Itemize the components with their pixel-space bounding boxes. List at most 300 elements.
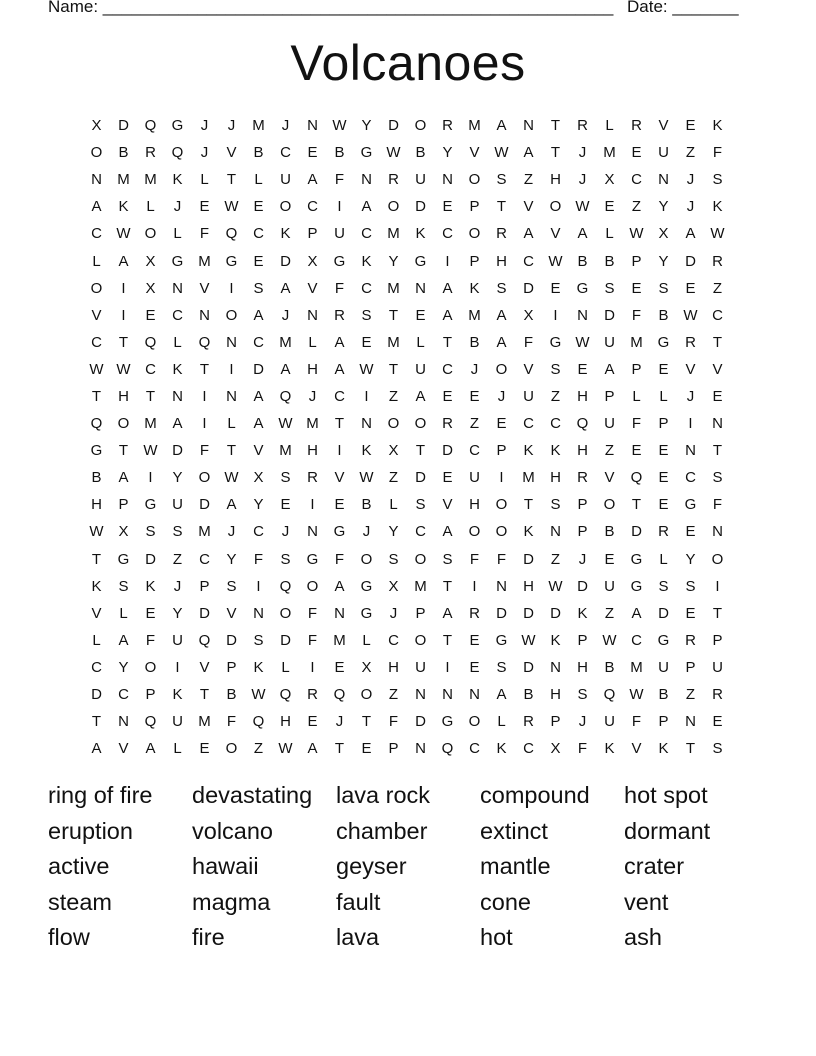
grid-letter: Q [252, 713, 265, 731]
grid-letter: G [657, 333, 670, 351]
grid-letter: I [337, 198, 342, 216]
grid-letter: P [496, 442, 507, 460]
grid-letter: A [523, 144, 534, 162]
grid-letter: A [307, 740, 318, 758]
grid-letter: W [359, 469, 374, 487]
grid-letter: O [90, 279, 103, 297]
grid-letter: D [415, 713, 426, 731]
grid-letter: E [712, 387, 723, 405]
grid-letter: D [118, 117, 129, 135]
grid-letter: I [229, 279, 234, 297]
grid-letter: W [548, 252, 563, 270]
grid-letter: U [469, 469, 480, 487]
grid-letter: S [604, 279, 615, 297]
grid-letter: I [553, 306, 558, 324]
grid-letter: A [631, 604, 642, 622]
grid-letter: Z [685, 686, 696, 704]
grid-letter: Y [226, 550, 237, 568]
grid-letter: P [658, 415, 669, 433]
grid-letter: N [415, 279, 426, 297]
grid-letter: O [279, 604, 292, 622]
grid-letter: K [118, 198, 129, 216]
grid-letter: W [494, 144, 509, 162]
grid-letter: M [144, 171, 157, 189]
grid-letter: A [334, 577, 345, 595]
grid-letter: M [252, 117, 265, 135]
grid-letter: M [279, 442, 292, 460]
grid-letter: B [415, 144, 426, 162]
grid-letter: I [499, 469, 504, 487]
grid-letter: Y [118, 658, 129, 676]
grid-letter: N [415, 740, 426, 758]
grid-letter: D [172, 442, 183, 460]
grid-letter: G [360, 144, 373, 162]
grid-letter: N [469, 686, 480, 704]
grid-letter: J [686, 198, 695, 216]
grid-letter: N [577, 306, 588, 324]
grid-letter: J [173, 577, 182, 595]
grid-letter: E [145, 604, 156, 622]
grid-letter: D [91, 686, 102, 704]
grid-letter: E [415, 306, 426, 324]
grid-letter: A [442, 279, 453, 297]
grid-letter: P [658, 713, 669, 731]
grid-letter: J [470, 360, 479, 378]
grid-letter: L [281, 658, 290, 676]
grid-letter: J [686, 387, 695, 405]
grid-letter: A [496, 686, 507, 704]
grid-letter: S [550, 496, 561, 514]
word-list-item: magma [192, 888, 271, 915]
grid-letter: H [577, 442, 588, 460]
grid-letter: M [414, 577, 427, 595]
grid-letter: H [550, 171, 561, 189]
grid-letter: W [629, 225, 644, 243]
grid-letter: Q [279, 686, 292, 704]
grid-letter: M [630, 333, 643, 351]
word-list-item: mantle [480, 853, 551, 880]
grid-letter: N [658, 171, 669, 189]
grid-letter: S [712, 469, 723, 487]
grid-letter: A [361, 198, 372, 216]
grid-letter: Q [225, 225, 238, 243]
grid-letter: Z [712, 279, 723, 297]
grid-letter: L [200, 171, 209, 189]
grid-letter: G [441, 713, 454, 731]
grid-letter: H [388, 658, 399, 676]
grid-letter: N [712, 415, 723, 433]
grid-letter: Z [388, 469, 399, 487]
grid-letter: F [523, 333, 534, 351]
grid-letter: M [387, 333, 400, 351]
grid-letter: Z [550, 387, 561, 405]
grid-letter: A [496, 117, 507, 135]
grid-letter: H [496, 252, 507, 270]
grid-letter: H [280, 713, 291, 731]
grid-letter: O [549, 198, 562, 216]
grid-letter: F [469, 550, 480, 568]
grid-letter: D [280, 252, 291, 270]
grid-letter: N [307, 306, 318, 324]
grid-letter: W [521, 631, 536, 649]
grid-letter: L [416, 333, 425, 351]
grid-letter: Y [658, 198, 669, 216]
grid-letter: J [173, 198, 182, 216]
grid-letter: O [468, 523, 481, 541]
grid-letter: Y [361, 117, 372, 135]
grid-letter: X [388, 442, 399, 460]
grid-letter: R [523, 713, 534, 731]
grid-letter: P [631, 360, 642, 378]
word-list-item: hot [480, 924, 513, 951]
grid-letter: E [253, 198, 264, 216]
grid-letter: O [279, 198, 292, 216]
grid-letter: B [604, 252, 615, 270]
grid-letter: K [145, 577, 156, 595]
grid-letter: D [280, 631, 291, 649]
grid-letter: G [171, 117, 184, 135]
grid-letter: Q [441, 740, 454, 758]
grid-letter: P [199, 577, 210, 595]
grid-letter: I [121, 306, 126, 324]
grid-letter: C [388, 631, 399, 649]
grid-letter: O [468, 225, 481, 243]
grid-letter: D [658, 604, 669, 622]
grid-letter: L [659, 550, 668, 568]
grid-letter: N [415, 686, 426, 704]
grid-letter: E [280, 496, 291, 514]
grid-letter: A [118, 252, 129, 270]
grid-letter: F [253, 550, 264, 568]
grid-letter: Q [171, 144, 184, 162]
grid-letter: T [226, 442, 237, 460]
grid-letter: M [144, 415, 157, 433]
grid-letter: Z [523, 171, 534, 189]
grid-letter: J [578, 171, 587, 189]
grid-letter: N [253, 604, 264, 622]
grid-letter: O [495, 496, 508, 514]
grid-letter: B [658, 306, 669, 324]
grid-letter: N [685, 713, 696, 731]
grid-letter: Q [279, 577, 292, 595]
grid-letter: F [631, 415, 642, 433]
grid-letter: L [119, 604, 128, 622]
grid-letter: D [388, 117, 399, 135]
grid-letter: O [603, 496, 616, 514]
grid-letter: Z [388, 387, 399, 405]
grid-letter: F [226, 713, 237, 731]
grid-letter: R [496, 225, 507, 243]
grid-letter: D [631, 523, 642, 541]
grid-letter: N [226, 333, 237, 351]
grid-letter: F [631, 306, 642, 324]
grid-letter: R [307, 469, 318, 487]
grid-letter: Q [198, 333, 211, 351]
grid-letter: B [226, 686, 237, 704]
word-list-item: lava [336, 924, 380, 951]
grid-letter: K [712, 117, 723, 135]
page-title: Volcanoes [290, 35, 526, 91]
grid-letter: E [604, 198, 615, 216]
grid-letter: P [550, 713, 561, 731]
grid-letter: Q [603, 686, 616, 704]
grid-letter: O [225, 740, 238, 758]
grid-letter: C [469, 442, 480, 460]
grid-letter: K [523, 442, 534, 460]
grid-letter: W [278, 415, 293, 433]
grid-letter: C [631, 171, 642, 189]
grid-letter: F [307, 604, 318, 622]
grid-letter: W [143, 442, 158, 460]
grid-letter: E [307, 144, 318, 162]
grid-letter: E [145, 306, 156, 324]
grid-letter: A [91, 740, 102, 758]
grid-letter: J [200, 144, 209, 162]
letter-grid [83, 112, 731, 762]
grid-letter: I [202, 415, 207, 433]
grid-letter: V [550, 225, 561, 243]
grid-letter: M [333, 631, 346, 649]
grid-letter: C [334, 387, 345, 405]
grid-letter: D [442, 442, 453, 460]
grid-letter: M [630, 658, 643, 676]
grid-letter: O [414, 550, 427, 568]
grid-letter: U [523, 387, 534, 405]
grid-letter: F [334, 171, 345, 189]
grid-letter: T [712, 442, 723, 460]
grid-letter: N [496, 577, 507, 595]
grid-letter: D [226, 631, 237, 649]
grid-letter: W [251, 686, 266, 704]
grid-letter: E [658, 360, 669, 378]
grid-letter: S [415, 496, 426, 514]
grid-letter: E [253, 252, 264, 270]
grid-letter: J [281, 523, 290, 541]
grid-letter: L [632, 387, 641, 405]
grid-letter: Q [630, 469, 643, 487]
name-field-label: Name: ______________________________________________________ [48, 0, 614, 16]
grid-letter: A [118, 631, 129, 649]
grid-letter: A [253, 387, 264, 405]
grid-letter: N [226, 387, 237, 405]
grid-letter: K [172, 360, 183, 378]
grid-letter: C [280, 144, 291, 162]
grid-letter: E [496, 415, 507, 433]
grid-letter: M [117, 171, 130, 189]
grid-letter: E [442, 198, 453, 216]
grid-letter: K [496, 740, 507, 758]
word-list-item: crater [624, 853, 685, 880]
grid-letter: A [118, 469, 129, 487]
grid-letter: E [631, 279, 642, 297]
grid-letter: V [334, 469, 345, 487]
grid-letter: T [91, 387, 102, 405]
grid-letter: I [229, 360, 234, 378]
grid-letter: G [117, 550, 130, 568]
grid-letter: X [145, 252, 156, 270]
grid-letter: V [631, 740, 642, 758]
grid-letter: J [308, 387, 317, 405]
grid-letter: V [523, 198, 534, 216]
word-list-item: eruption [48, 817, 133, 844]
grid-letter: E [604, 550, 615, 568]
grid-letter: G [171, 252, 184, 270]
grid-letter: A [442, 523, 453, 541]
grid-letter: A [280, 279, 291, 297]
grid-letter: G [630, 577, 643, 595]
grid-letter: W [224, 198, 239, 216]
grid-letter: P [415, 604, 426, 622]
grid-letter: T [91, 713, 102, 731]
grid-letter: N [442, 171, 453, 189]
grid-letter: Q [90, 415, 103, 433]
grid-letter: D [550, 604, 561, 622]
grid-letter: R [712, 686, 723, 704]
grid-letter: G [414, 252, 427, 270]
grid-letter: V [199, 658, 210, 676]
grid-letter: T [334, 740, 345, 758]
grid-letter: H [577, 387, 588, 405]
grid-letter: E [469, 631, 480, 649]
grid-letter: O [387, 198, 400, 216]
grid-letter: F [145, 631, 156, 649]
grid-letter: P [469, 198, 480, 216]
grid-letter: G [144, 496, 157, 514]
grid-letter: X [550, 740, 561, 758]
grid-letter: W [629, 686, 644, 704]
grid-letter: I [175, 658, 180, 676]
grid-letter: N [307, 117, 318, 135]
grid-letter: E [469, 387, 480, 405]
grid-letter: S [577, 686, 588, 704]
grid-letter: U [658, 144, 669, 162]
grid-letter: U [334, 225, 345, 243]
grid-letter: T [550, 144, 561, 162]
grid-letter: G [684, 496, 697, 514]
grid-letter: B [658, 686, 669, 704]
grid-letter: C [172, 306, 183, 324]
grid-letter: N [118, 713, 129, 731]
header [48, 0, 748, 17]
grid-letter: I [310, 658, 315, 676]
grid-letter: R [631, 117, 642, 135]
grid-letter: C [199, 550, 210, 568]
grid-letter: Y [658, 252, 669, 270]
grid-letter: C [523, 252, 534, 270]
grid-letter: L [389, 496, 398, 514]
grid-letter: M [387, 225, 400, 243]
grid-letter: E [712, 713, 723, 731]
grid-letter: S [685, 577, 696, 595]
grid-letter: E [199, 740, 210, 758]
grid-letter: S [388, 550, 399, 568]
grid-letter: M [306, 415, 319, 433]
grid-letter: I [445, 658, 450, 676]
grid-letter: P [118, 496, 129, 514]
grid-letter: A [577, 225, 588, 243]
grid-letter: F [388, 713, 399, 731]
grid-letter: G [90, 442, 103, 460]
grid-letter: F [307, 631, 318, 649]
word-list-item: devastating [192, 782, 313, 808]
grid-letter: D [496, 604, 507, 622]
grid-letter: B [253, 144, 264, 162]
grid-letter: U [280, 171, 291, 189]
grid-letter: W [89, 523, 104, 541]
grid-letter: R [334, 306, 345, 324]
grid-letter: N [91, 171, 102, 189]
grid-letter: M [198, 252, 211, 270]
grid-letter: A [253, 306, 264, 324]
grid-letter: W [602, 631, 617, 649]
grid-letter: G [657, 631, 670, 649]
grid-letter: U [172, 713, 183, 731]
grid-letter: C [523, 415, 534, 433]
grid-letter: E [199, 198, 210, 216]
grid-letter: E [307, 713, 318, 731]
grid-letter: V [523, 360, 534, 378]
grid-letter: J [335, 713, 344, 731]
grid-letter: C [91, 658, 102, 676]
grid-letter: C [253, 225, 264, 243]
grid-letter: R [577, 469, 588, 487]
grid-letter: T [118, 333, 129, 351]
grid-letter: T [631, 496, 642, 514]
grid-letter: T [388, 360, 399, 378]
word-list-item: extinct [480, 817, 548, 844]
grid-letter: P [604, 387, 615, 405]
grid-letter: N [685, 442, 696, 460]
grid-letter: T [361, 713, 372, 731]
grid-letter: S [280, 550, 291, 568]
grid-letter: O [414, 117, 427, 135]
grid-letter: S [496, 658, 507, 676]
grid-letter: Z [685, 144, 696, 162]
grid-letter: E [550, 279, 561, 297]
grid-letter: S [361, 306, 372, 324]
word-list-item: flow [48, 924, 90, 951]
grid-letter: Z [604, 604, 615, 622]
grid-letter: J [227, 117, 236, 135]
grid-letter: Q [576, 415, 589, 433]
grid-letter: X [145, 279, 156, 297]
grid-letter: T [685, 740, 696, 758]
grid-letter: K [172, 686, 183, 704]
grid-letter: F [631, 713, 642, 731]
word-list-item: ash [624, 924, 662, 951]
grid-letter: K [415, 225, 426, 243]
word-list [48, 778, 768, 956]
grid-letter: S [226, 577, 237, 595]
grid-letter: T [334, 415, 345, 433]
grid-letter: I [337, 442, 342, 460]
grid-letter: S [496, 279, 507, 297]
grid-letter: D [415, 198, 426, 216]
grid-letter: V [604, 469, 615, 487]
grid-letter: V [307, 279, 318, 297]
grid-letter: H [91, 496, 102, 514]
grid-letter: C [685, 469, 696, 487]
word-list-item: fire [192, 924, 225, 951]
word-list-item: hawaii [192, 853, 259, 880]
word-list-item: dormant [624, 817, 711, 844]
grid-letter: G [360, 577, 373, 595]
grid-letter: R [145, 144, 156, 162]
grid-letter: C [91, 225, 102, 243]
grid-letter: T [442, 577, 453, 595]
grid-letter: D [415, 469, 426, 487]
grid-letter: P [577, 631, 588, 649]
